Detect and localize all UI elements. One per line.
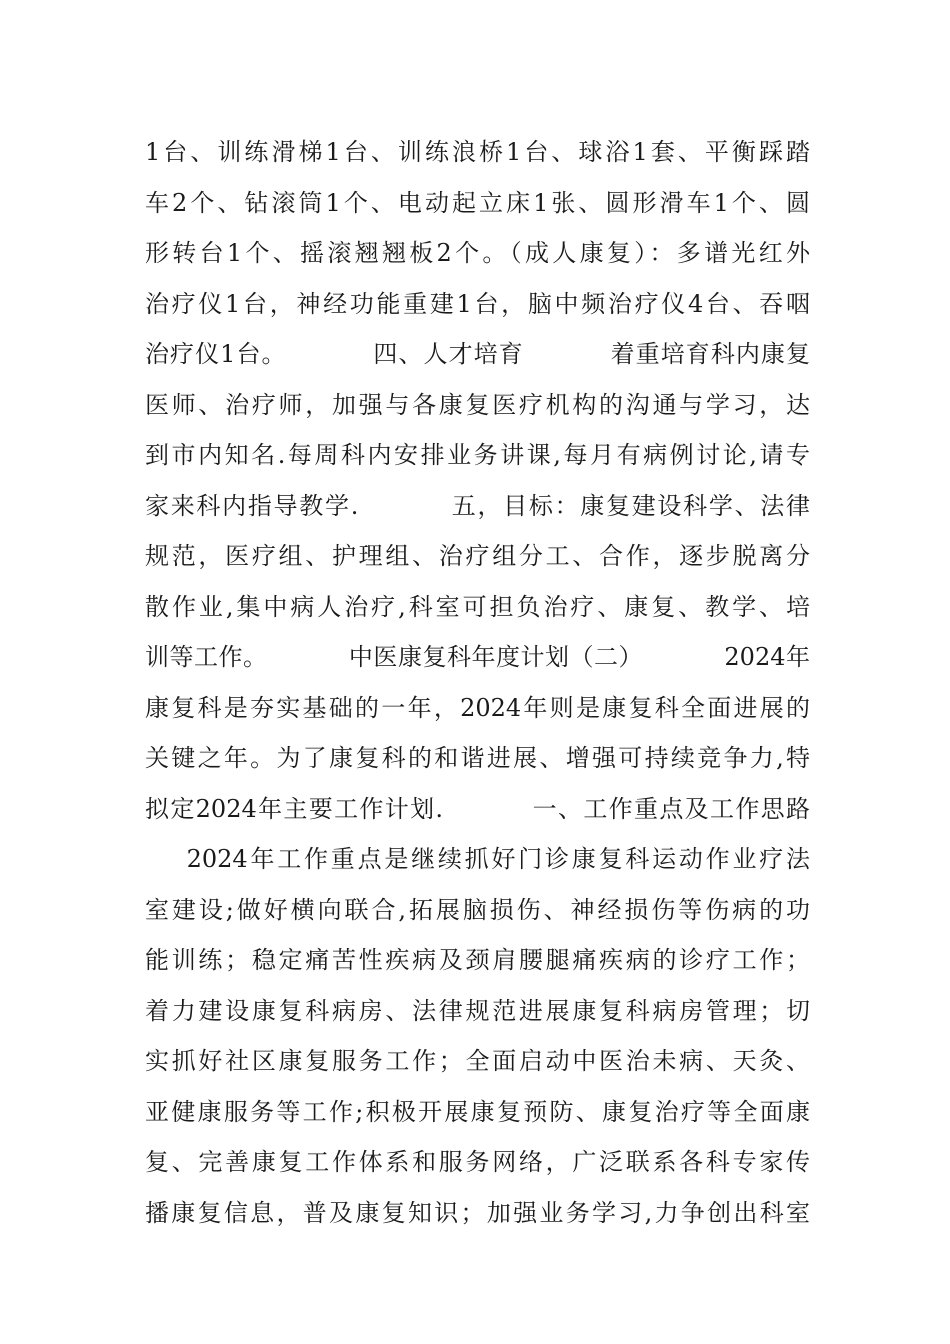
text-line: 康复科是夯实基础的一年，2024年则是康复科全面进展的 bbox=[145, 693, 810, 722]
text-line: 散作业,集中病人治疗,科室可担负治疗、康复、教学、培 bbox=[145, 592, 810, 621]
text-line: 车2个、钻滚筒1个、电动起立床1张、圆形滑车1个、圆 bbox=[145, 188, 810, 217]
text-line: 形转台1个、摇滚翘翘板2个。（成人康复）：多谱光红外 bbox=[145, 239, 810, 267]
text-line: 着力建设康复科病房、法律规范进展康复科病房管理；切 bbox=[145, 996, 810, 1025]
text-line: 1台、训练滑梯1台、训练浪桥1台、球浴1套、平衡踩踏 bbox=[145, 138, 810, 166]
text-line: 亚健康服务等工作;积极开展康复预防、康复治疗等全面康 bbox=[145, 1097, 810, 1126]
text-line: 家来科内指导教学. 五，目标：康复建设科学、法律 bbox=[145, 491, 810, 520]
text-line: 实抓好社区康复服务工作；全面启动中医治未病、天灸、 bbox=[145, 1047, 810, 1075]
text-line: 训等工作。 中医康复科年度计划（二） 2024年 bbox=[145, 643, 810, 671]
text-line: 复、完善康复工作体系和服务网络，广泛联系各科专家传 bbox=[145, 1148, 810, 1176]
text-line: 能训练；稳定痛苦性疾病及颈肩腰腿痛疾病的诊疗工作； bbox=[145, 946, 810, 974]
text-line: 到市内知名.每周科内安排业务讲课,每月有病例讨论,请专 bbox=[145, 441, 810, 469]
text-line: 治疗仪1台。 四、人才培育 着重培育科内康复 bbox=[145, 340, 810, 368]
body-text bbox=[145, 127, 810, 1238]
text-line: 2024年工作重点是继续抓好门诊康复科运动作业疗法 bbox=[145, 845, 810, 873]
text-line: 拟定2024年主要工作计划. 一、工作重点及工作思路 bbox=[145, 794, 810, 823]
text-line: 关键之年。为了康复科的和谐进展、增强可持续竞争力,特 bbox=[145, 744, 810, 772]
text-line: 播康复信息，普及康复知识；加强业务学习,力争创出科室 bbox=[145, 1198, 810, 1227]
text-line: 室建设;做好横向联合,拓展脑损伤、神经损伤等伤病的功 bbox=[145, 895, 810, 924]
text-line: 医师、治疗师，加强与各康复医疗机构的沟通与学习，达 bbox=[145, 390, 810, 419]
text-line: 治疗仪1台，神经功能重建1台，脑中频治疗仪4台、吞咽 bbox=[145, 289, 810, 318]
text-line: 规范，医疗组、护理组、治疗组分工、合作，逐步脱离分 bbox=[145, 542, 810, 570]
